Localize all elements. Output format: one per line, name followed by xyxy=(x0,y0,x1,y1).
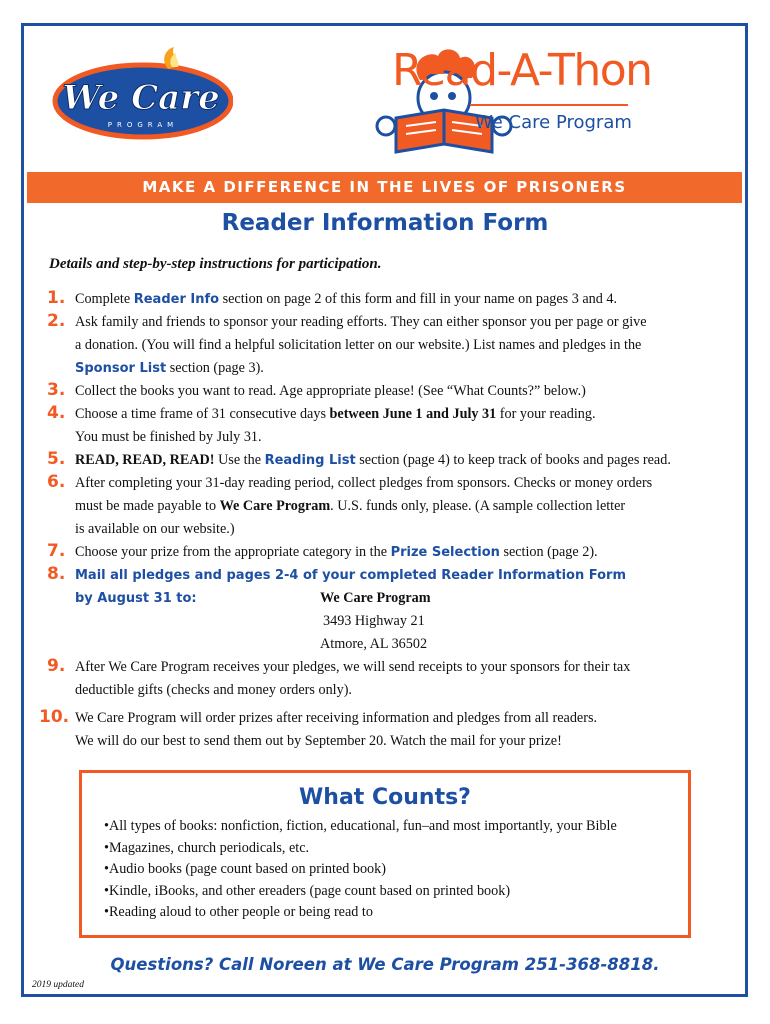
intro-text: Details and step-by-step instructions for participation. xyxy=(49,256,382,272)
sponsor-list-keyword: Sponsor List xyxy=(75,361,167,376)
what-counts-list xyxy=(104,816,617,924)
step-6: 6. After completing your 31-day reading period, collect pledges from sponsors. Checks or money orders must be made payable to We Care Program. U.S. funds only, please. (A sample collection letter is available on our website.) xyxy=(47,472,653,537)
we-care-program-logo xyxy=(48,45,233,145)
step-2: 2. Ask family and friends to sponsor your reading efforts. They can either sponsor you per page or give a donation. (You will find a helpful solicitation letter on our website.) List names and pledges in the Sponsor List section (page 3). xyxy=(47,311,647,376)
list-item: • Kindle, iBooks, and other ereaders (page count based on printed book) xyxy=(104,881,617,903)
what-counts-box xyxy=(79,770,691,938)
updated-note: 2019 updated xyxy=(32,980,84,990)
svg-text:We Care: We Care xyxy=(62,78,220,118)
read-a-thon-subtitle: We Care Program xyxy=(475,112,632,133)
step-8: 8. Mail all pledges and pages 2-4 of your completed Reader Information Form xyxy=(47,564,626,584)
step-1: 1. Complete Reader Info section on page 2 of this form and fill in your name on pages 3 and 4. xyxy=(47,288,618,308)
list-item: • All types of books: nonfiction, fiction, educational, fun–and most importantly, your Bible xyxy=(104,816,617,838)
step-4: 4. Choose a time frame of 31 consecutive days between June 1 and July 31 for your reading. You must be finished by July 31. xyxy=(47,403,596,445)
instruction-steps xyxy=(39,288,727,753)
title-underline xyxy=(470,104,628,106)
step-7: 7. Choose your prize from the appropriate category in the Prize Selection section (page 2). xyxy=(47,541,598,561)
step-10: 10. We Care Program will order prizes after receiving information and pledges from all readers. We will do our best to send them out by September 20. Watch the mail for your prize! xyxy=(39,707,598,749)
what-counts-title: What Counts? xyxy=(299,785,471,810)
list-item: • Audio books (page count based on printed book) xyxy=(104,859,617,881)
step-5: 5. READ, READ, READ! Use the Reading List section (page 4) to keep track of books and pages read. xyxy=(47,449,671,469)
list-item: • Magazines, church periodicals, etc. xyxy=(104,838,617,860)
form-title: Reader Information Form xyxy=(221,210,549,236)
contact-line: Questions? Call Noreen at We Care Program 251-368-8818. xyxy=(110,955,660,974)
mailing-address: by August 31 to: We Care Program 3493 Highway 21 Atmore, AL 36502 xyxy=(75,590,431,652)
svg-text:PROGRAM: PROGRAM xyxy=(107,121,179,129)
reading-list-keyword: Reading List xyxy=(264,453,356,468)
step-9: 9. After We Care Program receives your pledges, we will send receipts to your sponsors for their tax deductible gifts (checks and money orders only). xyxy=(47,656,631,698)
prize-selection-keyword: Prize Selection xyxy=(390,545,500,560)
read-a-thon-title: Read-A-Thon xyxy=(392,45,652,96)
mission-banner: MAKE A DIFFERENCE IN THE LIVES OF PRISONERS xyxy=(27,172,742,203)
reader-info-keyword: Reader Info xyxy=(133,292,220,307)
step-3: 3. Collect the books you want to read. Age appropriate please! (See “What Counts?” below.) xyxy=(47,380,586,400)
list-item: • Reading aloud to other people or being read to xyxy=(104,902,617,924)
